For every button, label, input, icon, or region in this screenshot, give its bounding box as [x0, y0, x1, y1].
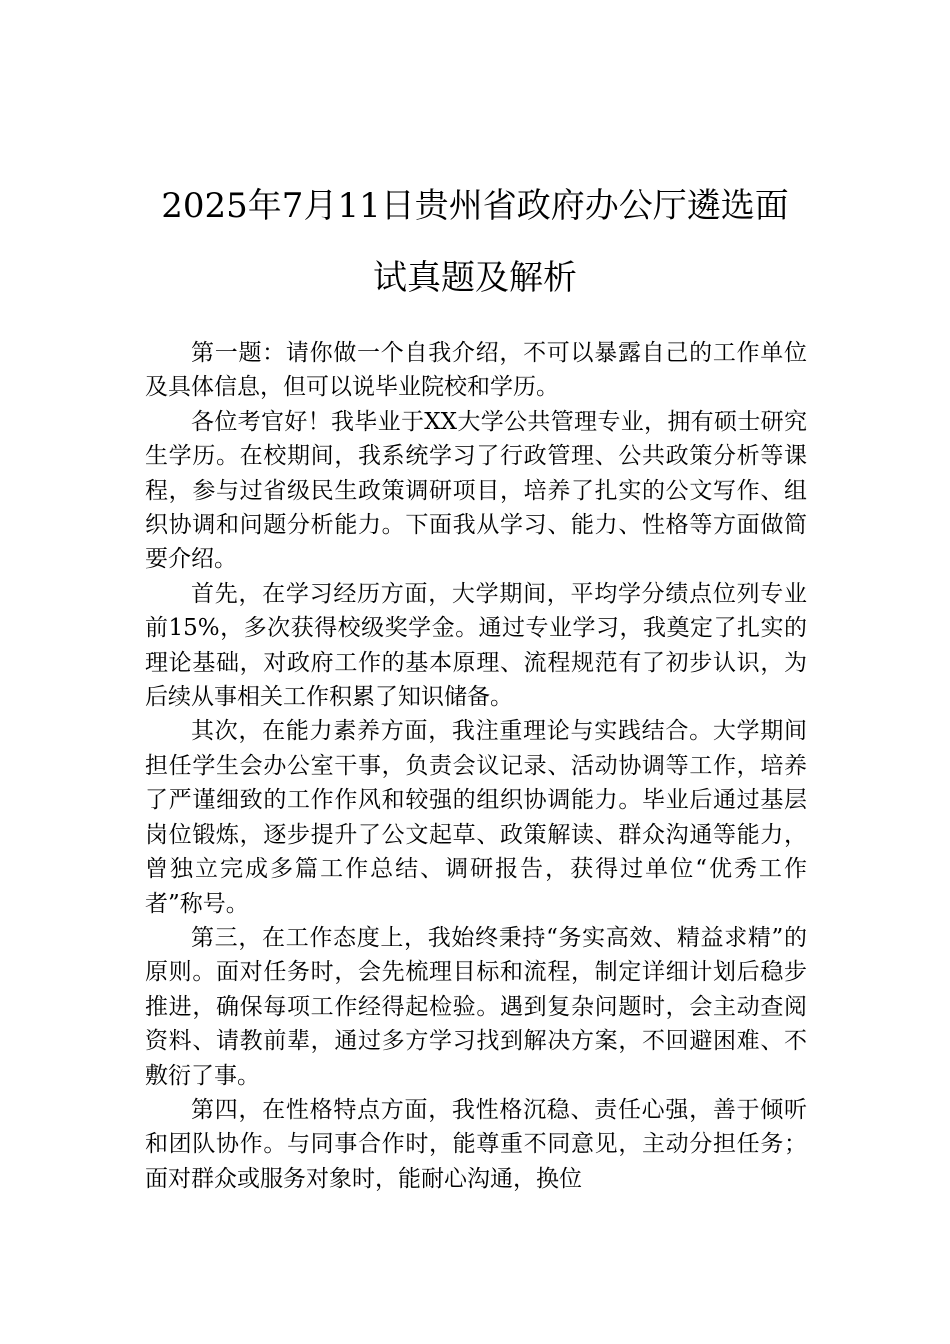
title-line-2: 试真题及解析 — [373, 258, 577, 298]
paragraph-greeting: 各位考官好！我毕业于XX大学公共管理专业，拥有硕士研究生学历。在校期间，我系统学习了行政管理、公共政策分析等课程，参与过省级民生政策调研项目，培养了扎实的公文写作、组织协调和问题分析能力。下面我从学习、能力、性格等方面做简要介绍。 — [145, 408, 807, 573]
paragraph-ability: 其次，在能力素养方面，我注重理论与实践结合。大学期间担任学生会办公室干事，负责会议记录、活动协调等工作，培养了严谨细致的工作作风和较强的组织协调能力。毕业后通过基层岗位锻炼，逐步提升了公文起草、政策解读、群众沟通等能力，曾独立完成多篇工作总结、调研报告，获得过单位“优秀工作者”称号。 — [145, 718, 807, 917]
paragraph-question-1: 第一题：请你做一个自我介绍，不可以暴露自己的工作单位及具体信息，但可以说毕业院校和学历。 — [145, 340, 807, 401]
paragraph-study: 首先，在学习经历方面，大学期间，平均学分绩点位列专业前15%，多次获得校级奖学金。通过专业学习，我奠定了扎实的理论基础，对政府工作的基本原理、流程规范有了初步认识，为后续从事相关工作积累了知识储备。 — [145, 580, 807, 711]
title-line-1: 2025年7月11日贵州省政府办公厅遴选面 — [161, 186, 789, 226]
paragraph-attitude: 第三，在工作态度上，我始终秉持“务实高效、精益求精”的原则。面对任务时，会先梳理目标和流程，制定详细计划后稳步推进，确保每项工作经得起检验。遇到复杂问题时，会主动查阅资料、请教前辈，通过多方学习找到解决方案，不回避困难、不敷衍了事。 — [145, 924, 807, 1089]
document-body — [145, 336, 807, 1196]
paragraph-personality: 第四，在性格特点方面，我性格沉稳、责任心强，善于倾听和团队协作。与同事合作时，能尊重不同意见，主动分担任务；面对群众或服务对象时，能耐心沟通，换位 — [145, 1096, 807, 1192]
document-title — [110, 170, 840, 314]
